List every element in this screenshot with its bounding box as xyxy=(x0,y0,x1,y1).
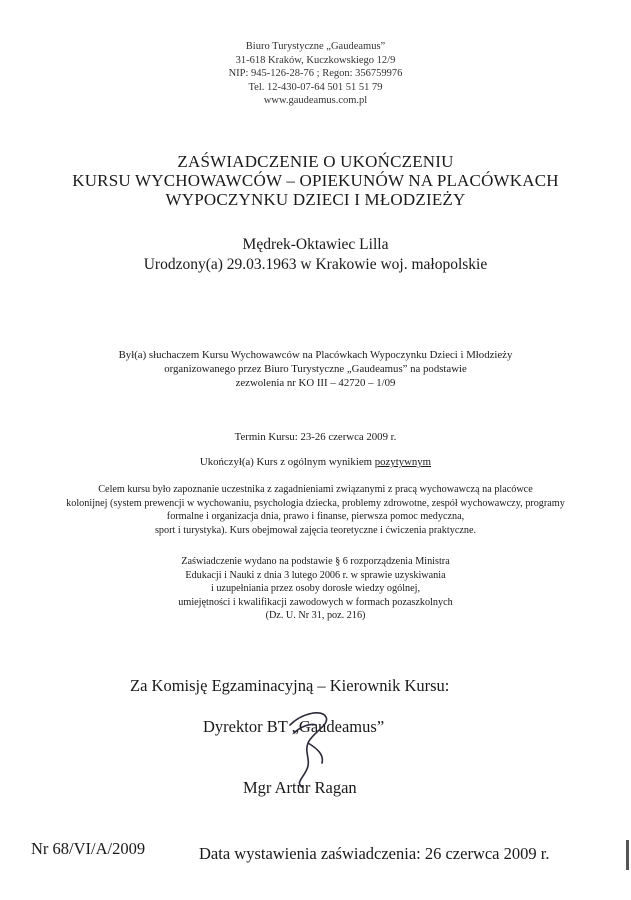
participation-line-1: Był(a) słuchaczem Kursu Wychowawców na Placówkach Wypoczynku Dzieci i Młodzieży xyxy=(118,349,513,361)
certificate-title xyxy=(0,152,631,209)
participation-line-3: zezwolenia nr KO III – 42720 – 1/09 xyxy=(235,377,396,389)
issuer-name: Biuro Turystyczne „Gaudeamus” xyxy=(245,41,386,52)
scan-edge-mark xyxy=(626,840,629,870)
director-title: Dyrektor BT „Gaudeamus” xyxy=(203,717,385,736)
goal-line-2: kolonijnej (system prewencji w wychowaniu, psychologia dziecka, problemy zdrowotne, zespół wychowawczy, programy xyxy=(66,497,565,509)
signatory-name: Mgr Artur Ragan xyxy=(243,778,357,797)
course-goal xyxy=(0,483,631,537)
legal-basis xyxy=(0,555,631,623)
issuer-header xyxy=(0,40,631,108)
goal-line-1: Celem kursu było zapoznanie uczestnika z zagadnieniami związanymi z pracą wychowawczą na placówce xyxy=(98,484,533,495)
person-block xyxy=(0,235,631,275)
person-name: Mędrek-Oktawiec Lilla xyxy=(242,236,389,253)
title-line-2: KURSU WYCHOWAWCÓW – OPIEKUNÓW NA PLACÓWKACH xyxy=(72,171,559,190)
person-birth: Urodzony(a) 29.03.1963 w Krakowie woj. małopolskie xyxy=(143,256,488,273)
result-prefix: Ukończył(a) Kurs z ogólnym wynikiem xyxy=(199,456,375,468)
title-line-3: WYPOCZYNKU DZIECI I MŁODZIEŻY xyxy=(165,190,466,209)
legal-line-1: Zaświadczenie wydano na podstawie § 6 rozporządzenia Ministra xyxy=(181,556,450,567)
issuer-phone: Tel. 12-430-07-64 501 51 51 79 xyxy=(248,81,383,93)
issue-date: Data wystawienia zaświadczenia: 26 czerwca 2009 r. xyxy=(199,844,550,863)
participation-line-2: organizowanego przez Biuro Turystyczne „Gaudeamus” na podstawie xyxy=(164,363,467,375)
issuer-tax-ids: NIP: 945-126-28-76 ; Regon: 356759976 xyxy=(228,68,403,79)
course-term: Termin Kursu: 23-26 czerwca 2009 r. xyxy=(234,431,397,443)
legal-line-2: Edukacji i Nauki z dnia 3 lutego 2006 r. w sprawie uzyskiwania xyxy=(185,569,446,581)
issuer-website: www.gaudeamus.com.pl xyxy=(263,95,368,106)
goal-line-3: formalne i organizacja dnia, prawo i finanse, pierwsza pomoc medyczna, xyxy=(166,511,465,522)
issuer-address: 31-618 Kraków, Kuczkowskiego 12/9 xyxy=(235,54,396,66)
title-line-1: ZAŚWIADCZENIE O UKOŃCZENIU xyxy=(177,152,454,171)
legal-line-3: i uzupełniania przez osoby dorosłe wiedzy ogólnej, xyxy=(210,583,421,594)
goal-line-4: sport i turystyka). Kurs obejmował zajęcia teoretyczne i ćwiczenia praktyczne. xyxy=(154,524,477,536)
course-result xyxy=(0,455,631,469)
legal-line-4: umiejętności i kwalifikacji zawodowych w formach pozaszkolnych xyxy=(178,596,453,608)
commission-heading: Za Komisję Egzaminacyjną – Kierownik Kursu: xyxy=(130,676,450,695)
result-value: pozytywnym xyxy=(374,456,432,468)
certificate-number: Nr 68/VI/A/2009 xyxy=(31,839,146,858)
participation-block xyxy=(0,348,631,390)
legal-line-5: (Dz. U. Nr 31, poz. 216) xyxy=(265,610,366,621)
